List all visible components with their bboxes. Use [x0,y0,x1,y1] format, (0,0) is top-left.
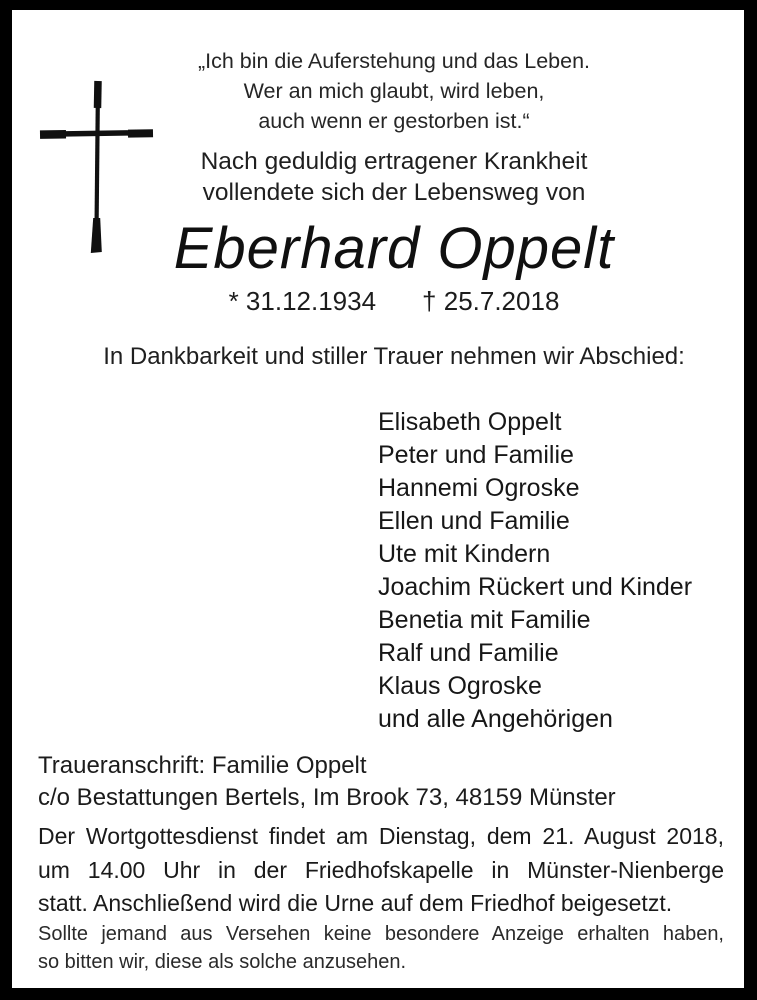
address-line-2: c/o Bestattungen Bertels, Im Brook 73, 48159 Münster [38,784,616,811]
mourning-address-block [38,750,616,814]
address-line-1: Traueranschrift: Familie Oppelt [38,752,367,779]
deceased-name: Eberhard Oppelt [173,216,615,281]
intro-text [44,146,744,208]
mourner-item: Elisabeth Oppelt [378,408,562,436]
mourner-item: und alle Angehörigen [378,705,613,733]
intro-line-1: Nach geduldig ertragener Krankheit [200,148,588,175]
scripture-quote [44,46,744,136]
mourners-list [378,406,692,736]
note-line-1: Sollte jemand aus Versehen keine besondere Anzeige erhalten haben, [38,923,724,945]
service-line-2: um 14.00 Uhr in der Friedhofskapelle in Münster-Nienberge [38,856,724,883]
mourner-item: Ute mit Kindern [378,540,551,568]
farewell-line: In Dankbarkeit und stiller Trauer nehmen wir Abschied: [103,343,685,370]
quote-line-3: auch wenn er gestorben ist.“ [258,109,530,133]
mourner-item: Ralf und Familie [378,639,559,667]
mourner-item: Hannemi Ogroske [378,474,580,502]
quote-line-1: „Ich bin die Auferstehung und das Leben. [197,49,591,73]
service-line-3: statt. Anschließend wird die Urne auf dem Friedhof beigesetzt. [38,890,673,916]
notice-sheet [12,10,744,988]
centered-text-column [12,10,744,372]
birth-date: * 31.12.1934 [228,286,377,316]
mourner-item: Joachim Rückert und Kinder [378,573,693,601]
service-info-block [38,820,724,921]
apology-note-block [38,920,724,976]
life-dates [44,286,744,316]
intro-line-2: vollendete sich der Lebensweg von [202,179,586,206]
quote-line-2: Wer an mich glaubt, wird leben, [243,79,545,103]
death-date: † 25.7.2018 [422,286,560,316]
mourner-item: Klaus Ogroske [378,672,542,700]
mourner-item: Peter und Familie [378,441,574,469]
note-line-2: so bitten wir, diese als solche anzusehen. [38,951,406,973]
mourner-item: Ellen und Familie [378,507,570,535]
service-line-1: Der Wortgottesdienst findet am Dienstag, dem 21. August 2018, [38,823,724,849]
mourner-item: Benetia mit Familie [378,606,591,634]
